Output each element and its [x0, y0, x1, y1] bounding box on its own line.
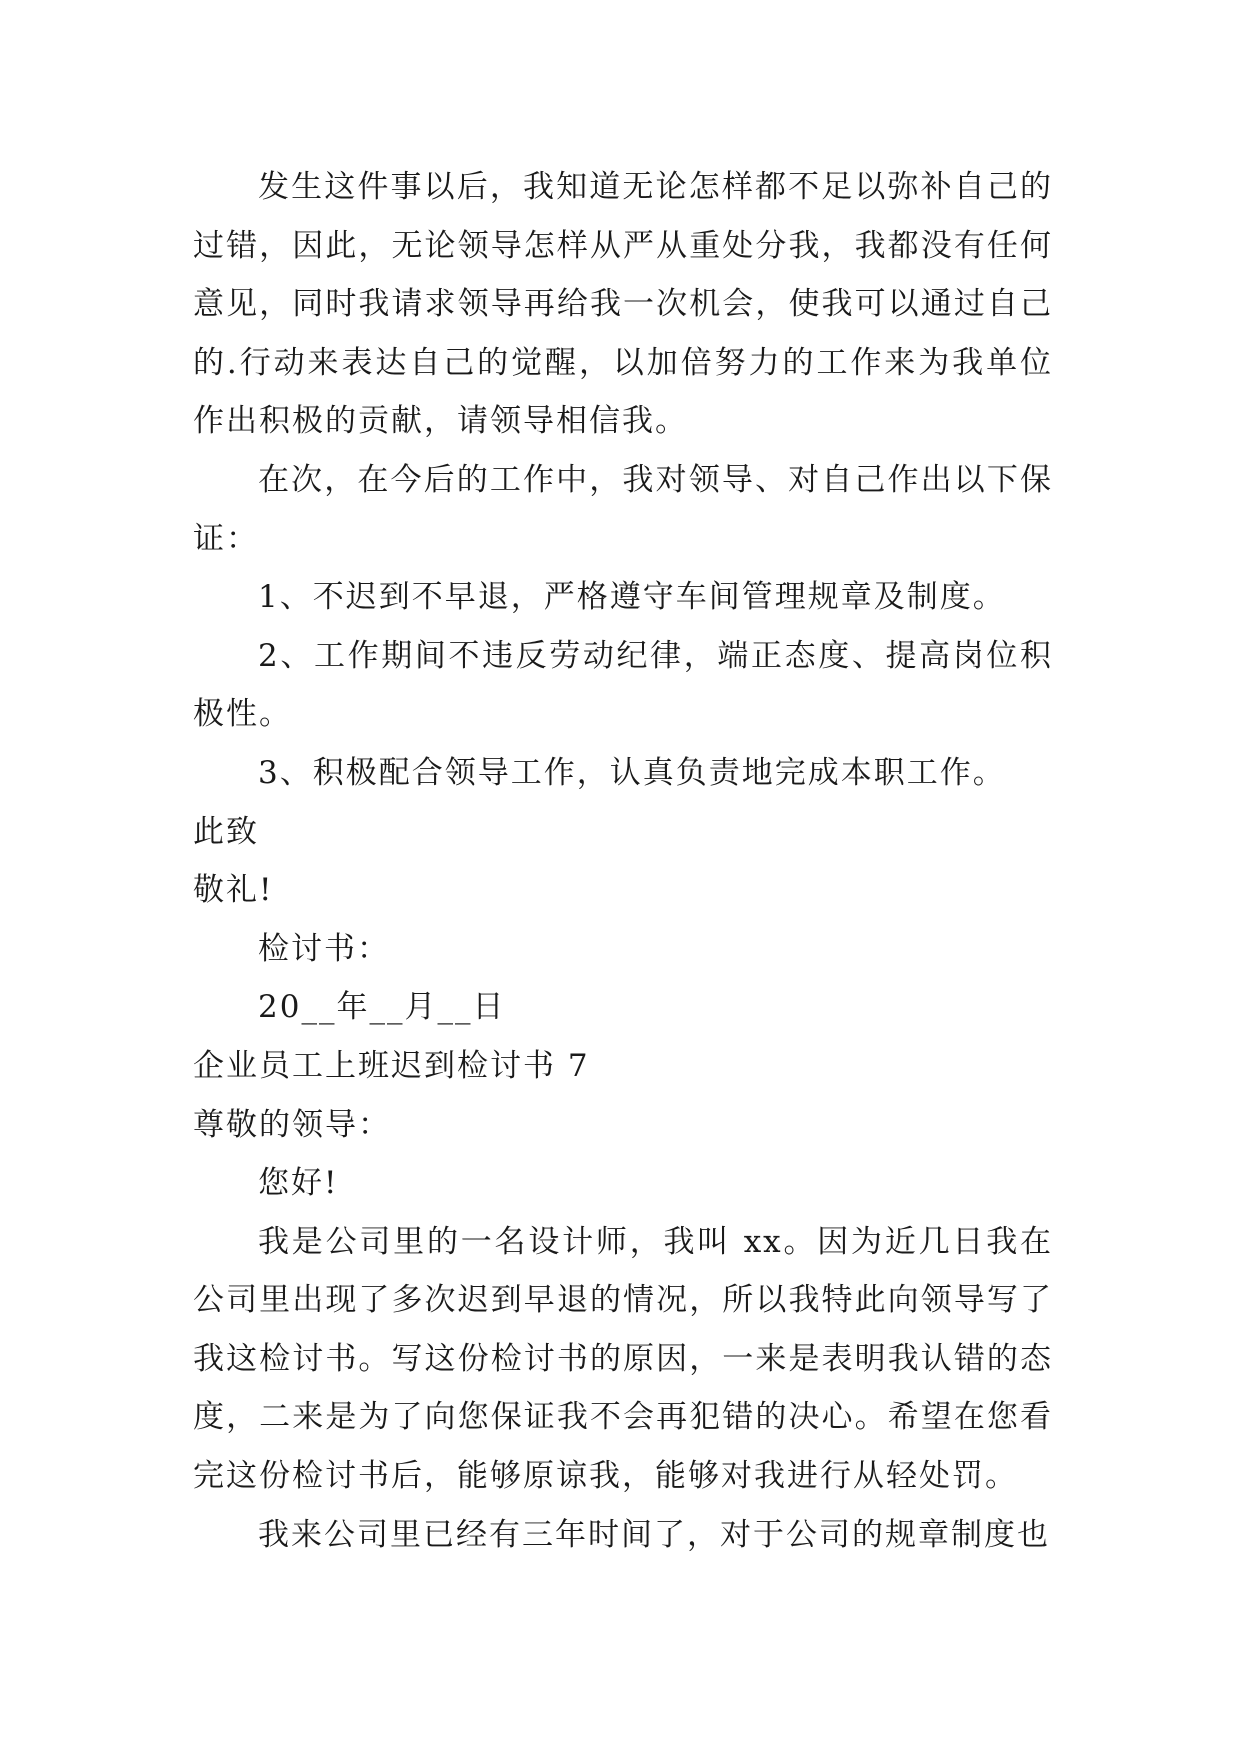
paragraph-guarantee-item-2: 2、工作期间不违反劳动纪律，端正态度、提高岗位积极性。	[193, 637, 1053, 733]
paragraph-introduction: 我是公司里的一名设计师，我叫 xx。因为近几日我在公司里出现了多次迟到早退的情况，所以我特此向领导写了我这检讨书。写这份检讨书的原因，一来是表明我认错的态度，二来是为了向您保证我不会再犯错的决心。希望在您看完这份检讨书后，能够原谅我，能够对我进行从轻处罚。	[193, 1223, 1053, 1495]
paragraph-background: 我来公司里已经有三年时间了，对于公司的规章制度也	[258, 1516, 1050, 1553]
greeting-hello: 您好!	[258, 1165, 339, 1202]
date-line: 20__年__月__日	[258, 989, 506, 1026]
closing-regards: 敬礼!	[193, 872, 274, 909]
paragraph-guarantee-item-3: 3、积极配合领导工作，认真负责地完成本职工作。	[258, 754, 1006, 791]
paragraph-guarantee-intro: 在次，在今后的工作中，我对领导、对自己作出以下保证：	[193, 461, 1053, 557]
document-page	[193, 158, 1053, 1564]
paragraph-guarantee-item-1: 1、不迟到不早退，严格遵守车间管理规章及制度。	[258, 579, 1006, 616]
signature-label: 检讨书：	[258, 930, 390, 967]
greeting-recipient: 尊敬的领导：	[193, 1106, 391, 1143]
section-title: 企业员工上班迟到检讨书 7	[193, 1047, 590, 1084]
closing-salutation: 此致	[193, 813, 259, 850]
paragraph-apology-commitment: 发生这件事以后，我知道无论怎样都不足以弥补自己的过错，因此，无论领导怎样从严从重处分我，我都没有任何意见，同时我请求领导再给我一次机会，使我可以通过自己的.行动来表达自己的觉醒，以加倍努力的工作来为我单位作出积极的贡献，请领导相信我。	[193, 169, 1053, 440]
